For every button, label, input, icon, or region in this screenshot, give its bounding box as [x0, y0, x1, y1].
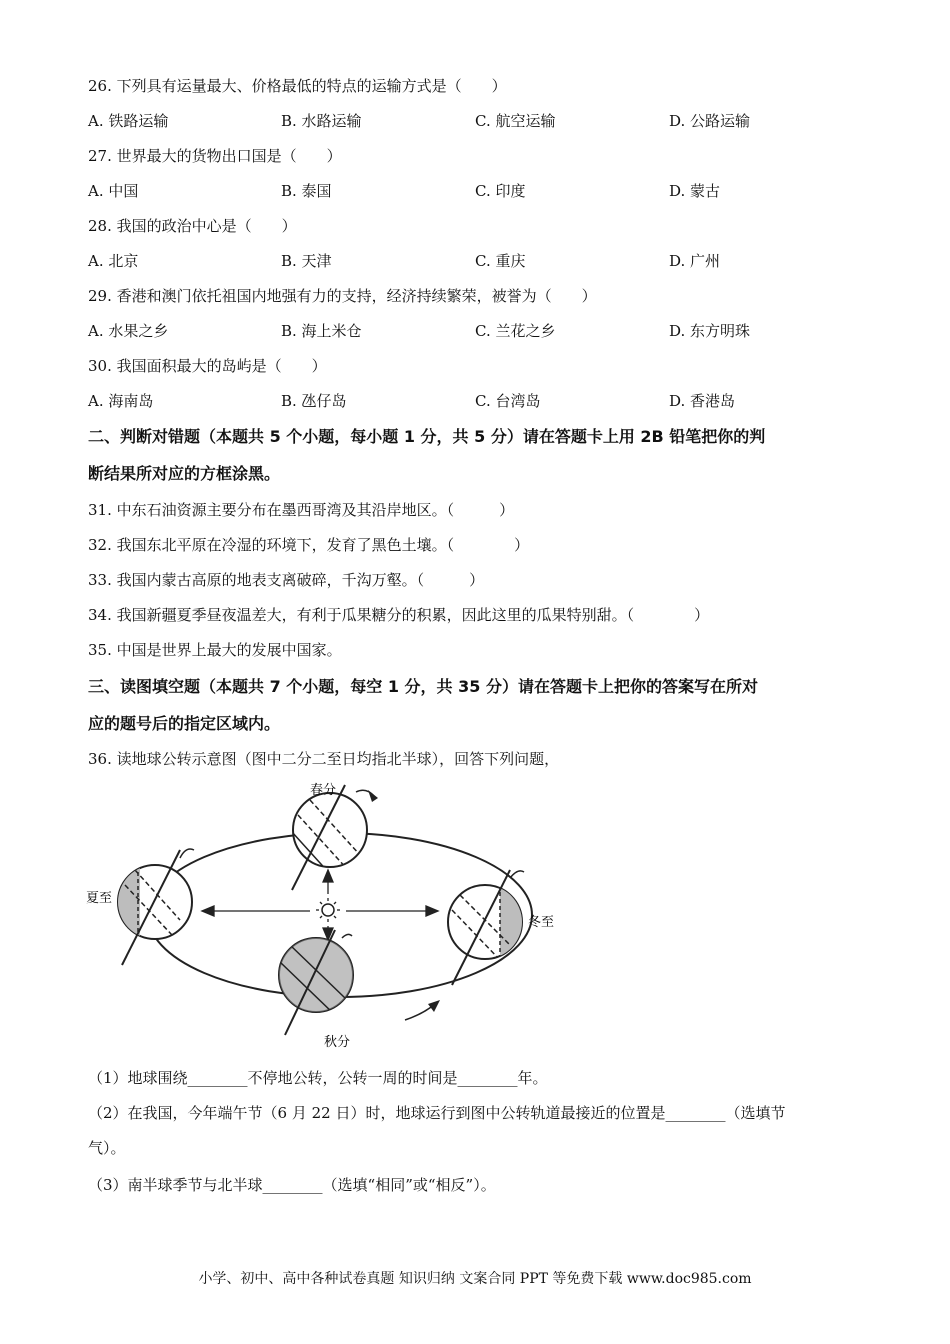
q27-option-b: B. 泰国 — [281, 182, 332, 200]
q29-option-d: D. 东方明珠 — [669, 322, 751, 340]
earth-spring-equinox — [292, 785, 378, 890]
q26-option-c: C. 航空运输 — [475, 112, 556, 130]
q27-option-d: D. 蒙古 — [669, 182, 721, 200]
earth-summer-solstice — [118, 849, 194, 965]
q28-option-c: C. 重庆 — [475, 252, 526, 270]
q26-option-b: B. 水路运输 — [281, 112, 362, 130]
q27-option-a: A. 中国 — [88, 182, 139, 200]
q28-option-a: A. 北京 — [88, 252, 139, 270]
question-30-stem: 30. 我国面积最大的岛屿是（ ） — [88, 357, 327, 375]
q30-option-c: C. 台湾岛 — [475, 392, 541, 410]
question-33: 33. 我国内蒙古高原的地表支离破碎，千沟万壑。（ ） — [88, 571, 485, 589]
section-2-heading: 二、判断对错题（本题共 5 个小题，每小题 1 分，共 5 分）请在答题卡上用 2B 铅笔把你的判 — [88, 427, 766, 446]
question-29-stem: 29. 香港和澳门依托祖国内地强有力的支持，经济持续繁荣，被誉为（ ） — [88, 287, 597, 305]
question-35: 35. 中国是世界上最大的发展中国家。 — [88, 641, 342, 659]
label-summer-solstice: 夏至 — [86, 891, 113, 906]
q30-option-b: B. 氹仔岛 — [281, 392, 347, 410]
revolution-direction-arrow — [405, 1000, 440, 1020]
q27-option-c: C. 印度 — [475, 182, 526, 200]
section-3-heading-cont: 应的题号后的指定区域内。 — [88, 714, 281, 733]
label-autumn-equinox: 秋分 — [324, 1035, 351, 1050]
q29-option-b: B. 海上米仓 — [281, 322, 362, 340]
question-34: 34. 我国新疆夏季昼夜温差大，有利于瓜果糖分的积累，因此这里的瓜果特别甜。（ ） — [88, 606, 710, 624]
question-26-stem: 26. 下列具有运量最大、价格最低的特点的运输方式是（ ） — [88, 77, 507, 95]
q28-option-d: D. 广州 — [669, 252, 721, 270]
q36-sub-2-cont: 气）。 — [88, 1139, 126, 1157]
q36-sub-3: （3）南半球季节与北半球________（选填“相同”或“相反”）。 — [88, 1176, 496, 1194]
question-31: 31. 中东石油资源主要分布在墨西哥湾及其沿岸地区。（ ） — [88, 501, 515, 519]
q28-option-b: B. 天津 — [281, 252, 332, 270]
question-32: 32. 我国东北平原在冷湿的环境下，发育了黑色土壤。（ ） — [88, 536, 530, 554]
sun-arrows — [202, 870, 438, 940]
q26-option-d: D. 公路运输 — [669, 112, 751, 130]
q29-option-c: C. 兰花之乡 — [475, 322, 556, 340]
earth-autumn-equinox — [279, 930, 353, 1035]
q36-sub-2: （2）在我国，今年端午节（6 月 22 日）时，地球运行到图中公转轨道最接近的位置是________（选填节 — [88, 1104, 786, 1122]
question-36-stem: 36. 读地球公转示意图（图中二分二至日均指北半球），回答下列问题， — [88, 750, 560, 768]
earth-revolution-diagram — [80, 770, 580, 1060]
q26-option-a: A. 铁路运输 — [88, 112, 169, 130]
q30-option-d: D. 香港岛 — [669, 392, 736, 410]
q29-option-a: A. 水果之乡 — [88, 322, 169, 340]
question-28-stem: 28. 我国的政治中心是（ ） — [88, 217, 297, 235]
page-footer: 小学、初中、高中各种试卷真题 知识归纳 文案合同 PPT 等免费下载 www.doc985.com — [198, 1271, 752, 1287]
sun-icon — [316, 898, 340, 922]
section-2-heading-cont: 断结果所对应的方框涂黑。 — [88, 464, 281, 483]
label-spring-equinox: 春分 — [310, 783, 337, 798]
q36-sub-1: （1）地球围绕________不停地公转，公转一周的时间是________年。 — [88, 1069, 548, 1087]
q30-option-a: A. 海南岛 — [88, 392, 154, 410]
question-27-stem: 27. 世界最大的货物出口国是（ ） — [88, 147, 342, 165]
label-winter-solstice: 冬至 — [528, 915, 555, 930]
section-3-heading: 三、读图填空题（本题共 7 个小题，每空 1 分，共 35 分）请在答题卡上把你的答案写在所对 — [88, 677, 758, 696]
